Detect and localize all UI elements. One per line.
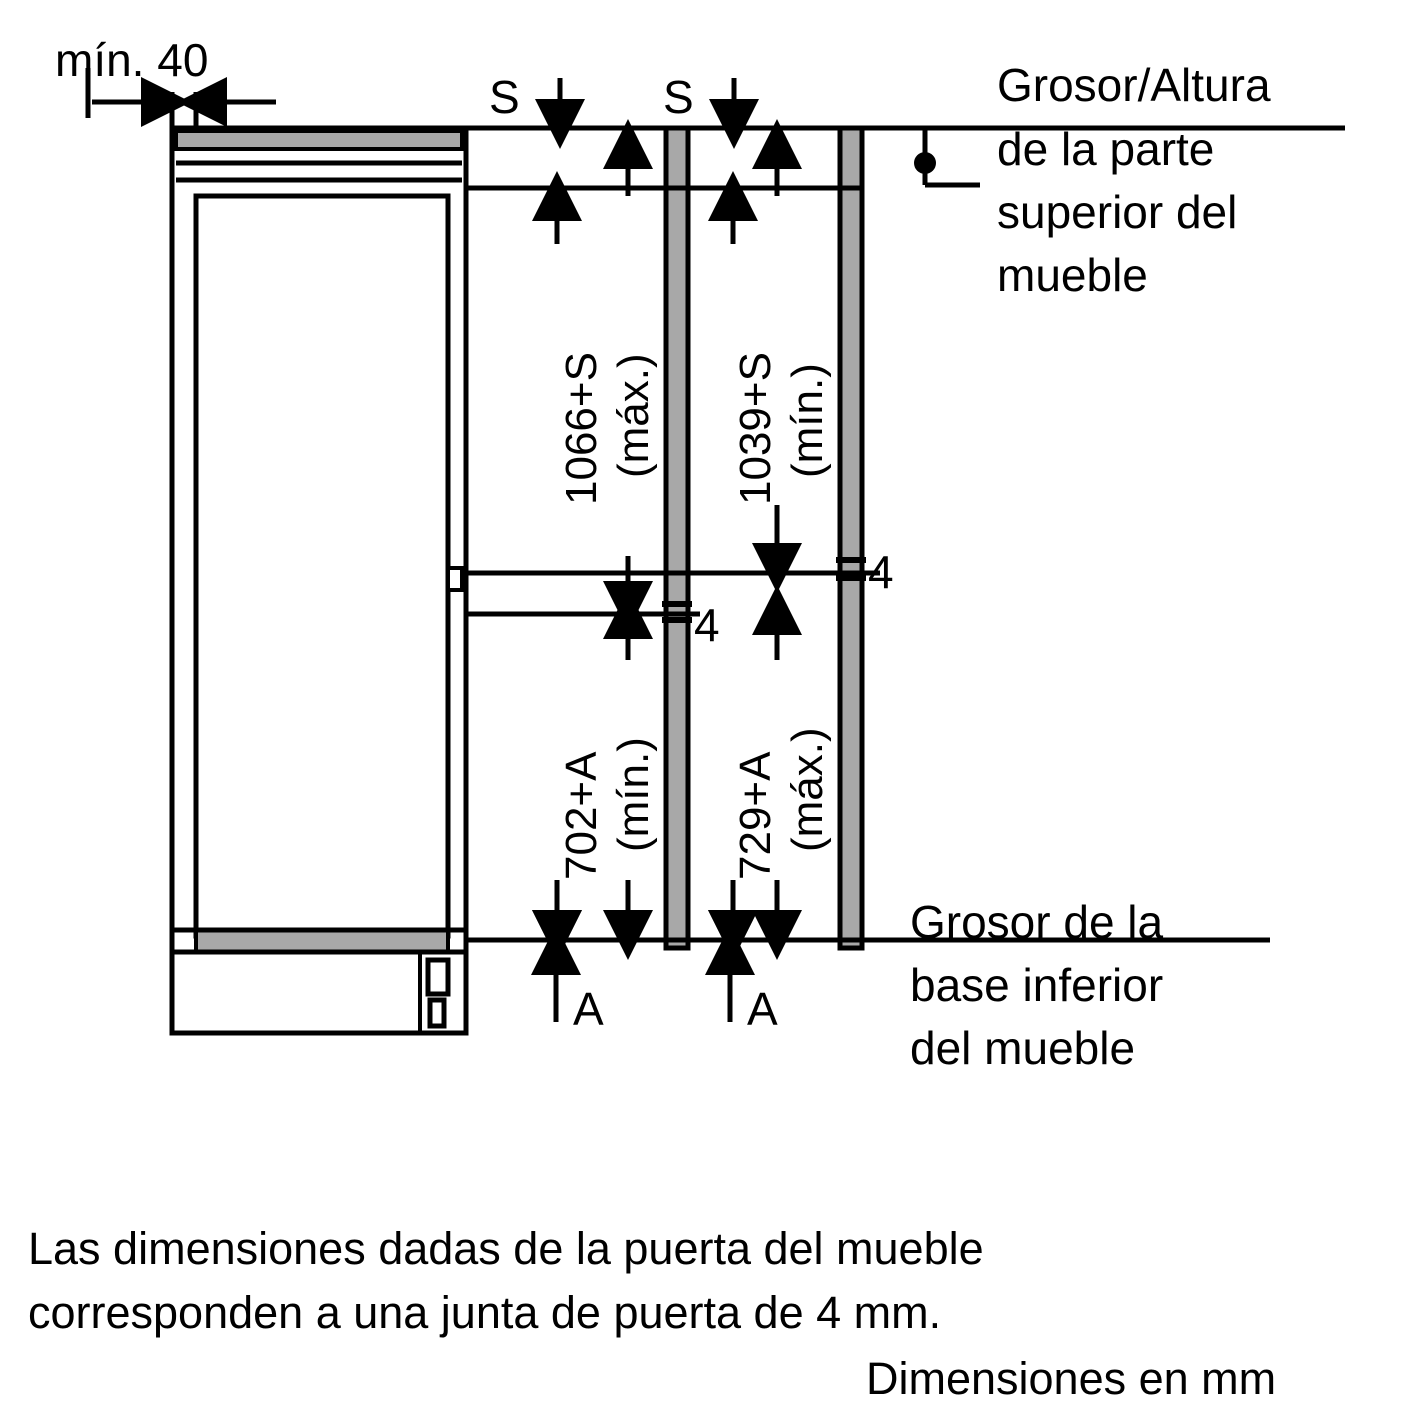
dim-729-label: 729+A [731,751,780,880]
footnote-line1: Las dimensiones dadas de la puerta del mueble [28,1223,984,1274]
dim-1039-note: (mín.) [783,363,832,478]
s-label-right: S [663,71,694,123]
dim-1066-note: (máx.) [609,353,658,478]
callout-bottom-line1: Grosor de la [910,896,1164,948]
min-depth-label: mín. 40 [55,34,209,86]
units-note: Dimensiones en mm [866,1353,1277,1404]
a-label-left: A [573,983,604,1035]
cabinet-side-view [172,128,466,1033]
callout-bottom-line2: base inferior [910,959,1164,1011]
callout-bottom-line3: del mueble [910,1022,1136,1074]
dim-729-note: (máx.) [783,727,832,852]
callout-top-line1: Grosor/Altura [997,59,1271,111]
s-label-left: S [489,71,520,123]
gap-label-left: 4 [694,599,720,651]
footnote-line2: corresponden a una junta de puerta de 4 mm. [28,1287,942,1338]
s-arrows [560,78,734,124]
callout-top-line2: de la parte [997,123,1215,175]
dim-1066-label: 1066+S [557,352,606,505]
dim-1039-label: 1039+S [731,352,780,505]
callout-top-line4: mueble [997,249,1148,301]
gap-label-right: 4 [868,546,894,598]
callout-top-line3: superior del [997,186,1238,238]
dim-702-note: (mín.) [609,737,658,852]
dim-702-label: 702+A [557,751,606,880]
a-label-right: A [747,983,778,1035]
